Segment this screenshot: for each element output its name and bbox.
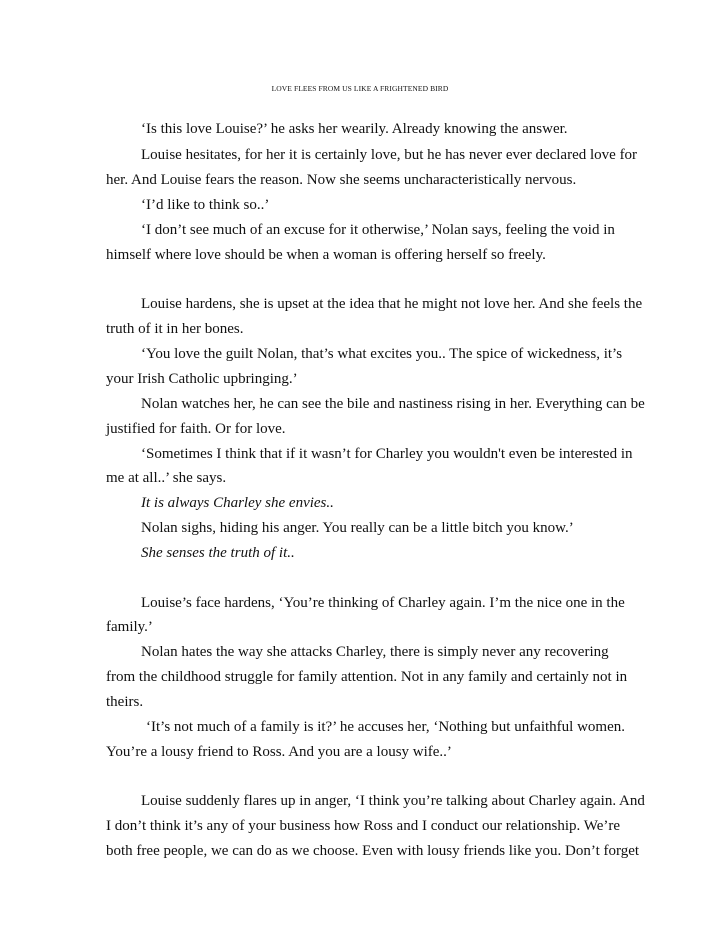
text-line: himself where love should be when a woman is offering herself so freely. <box>106 247 546 263</box>
text-line: Nolan watches her, he can see the bile and nastiness rising in her. Everything can be <box>141 396 645 412</box>
text-line: your Irish Catholic upbringing.’ <box>106 371 298 387</box>
text-line: Louise suddenly flares up in anger, ‘I think you’re talking about Charley again. And <box>141 793 645 809</box>
text-line: Louise hesitates, for her it is certainly love, but he has never ever declared love for <box>141 147 638 163</box>
text-line: Nolan sighs, hiding his anger. You really can be a little bitch you know.’ <box>141 520 574 536</box>
text-line: ‘It’s not much of a family is it?’ he accuses her, ‘Nothing but unfaithful women. <box>146 719 625 735</box>
text-line: theirs. <box>106 694 144 710</box>
text-line: ‘You love the guilt Nolan, that’s what excites you.. The spice of wickedness, it’s <box>141 346 623 362</box>
text-line: Louise hardens, she is upset at the idea that he might not love her. And she feels the <box>141 296 643 312</box>
text-line: Louise’s face hardens, ‘You’re thinking of Charley again. I’m the nice one in the <box>141 595 625 611</box>
text-line: You’re a lousy friend to Ross. And you are a lousy wife..’ <box>106 744 452 760</box>
text-line: I don’t think it’s any of your business how Ross and I conduct our relationship. We’re <box>106 818 620 834</box>
running-header: LOVE FLEES FROM US LIKE A FRIGHTENED BIRD <box>271 84 449 93</box>
text-line: family.’ <box>106 619 153 635</box>
text-line: both free people, we can do as we choose. Even with lousy friends like you. Don’t forget <box>106 843 640 859</box>
text-line: ‘Is this love Louise?’ he asks her wearily. Already knowing the answer. <box>141 121 568 137</box>
text-line: justified for faith. Or for love. <box>106 421 286 437</box>
text-line: Nolan hates the way she attacks Charley, there is simply never any recovering <box>141 644 609 660</box>
text-line: ‘I’d like to think so..’ <box>141 197 270 213</box>
text-line: her. And Louise fears the reason. Now she seems uncharacteristically nervous. <box>106 172 577 188</box>
text-line: ‘I don’t see much of an excuse for it otherwise,’ Nolan says, feeling the void in <box>141 222 615 238</box>
text-line: me at all..’ she says. <box>106 470 227 486</box>
text-line-italic: She senses the truth of it.. <box>141 545 295 561</box>
text-line: truth of it in her bones. <box>106 321 244 337</box>
text-line-italic: It is always Charley she envies.. <box>141 495 334 511</box>
text-line: ‘Sometimes I think that if it wasn’t for Charley you wouldn't even be interested in <box>141 446 633 462</box>
text-line: from the childhood struggle for family attention. Not in any family and certainly not in <box>106 669 628 685</box>
